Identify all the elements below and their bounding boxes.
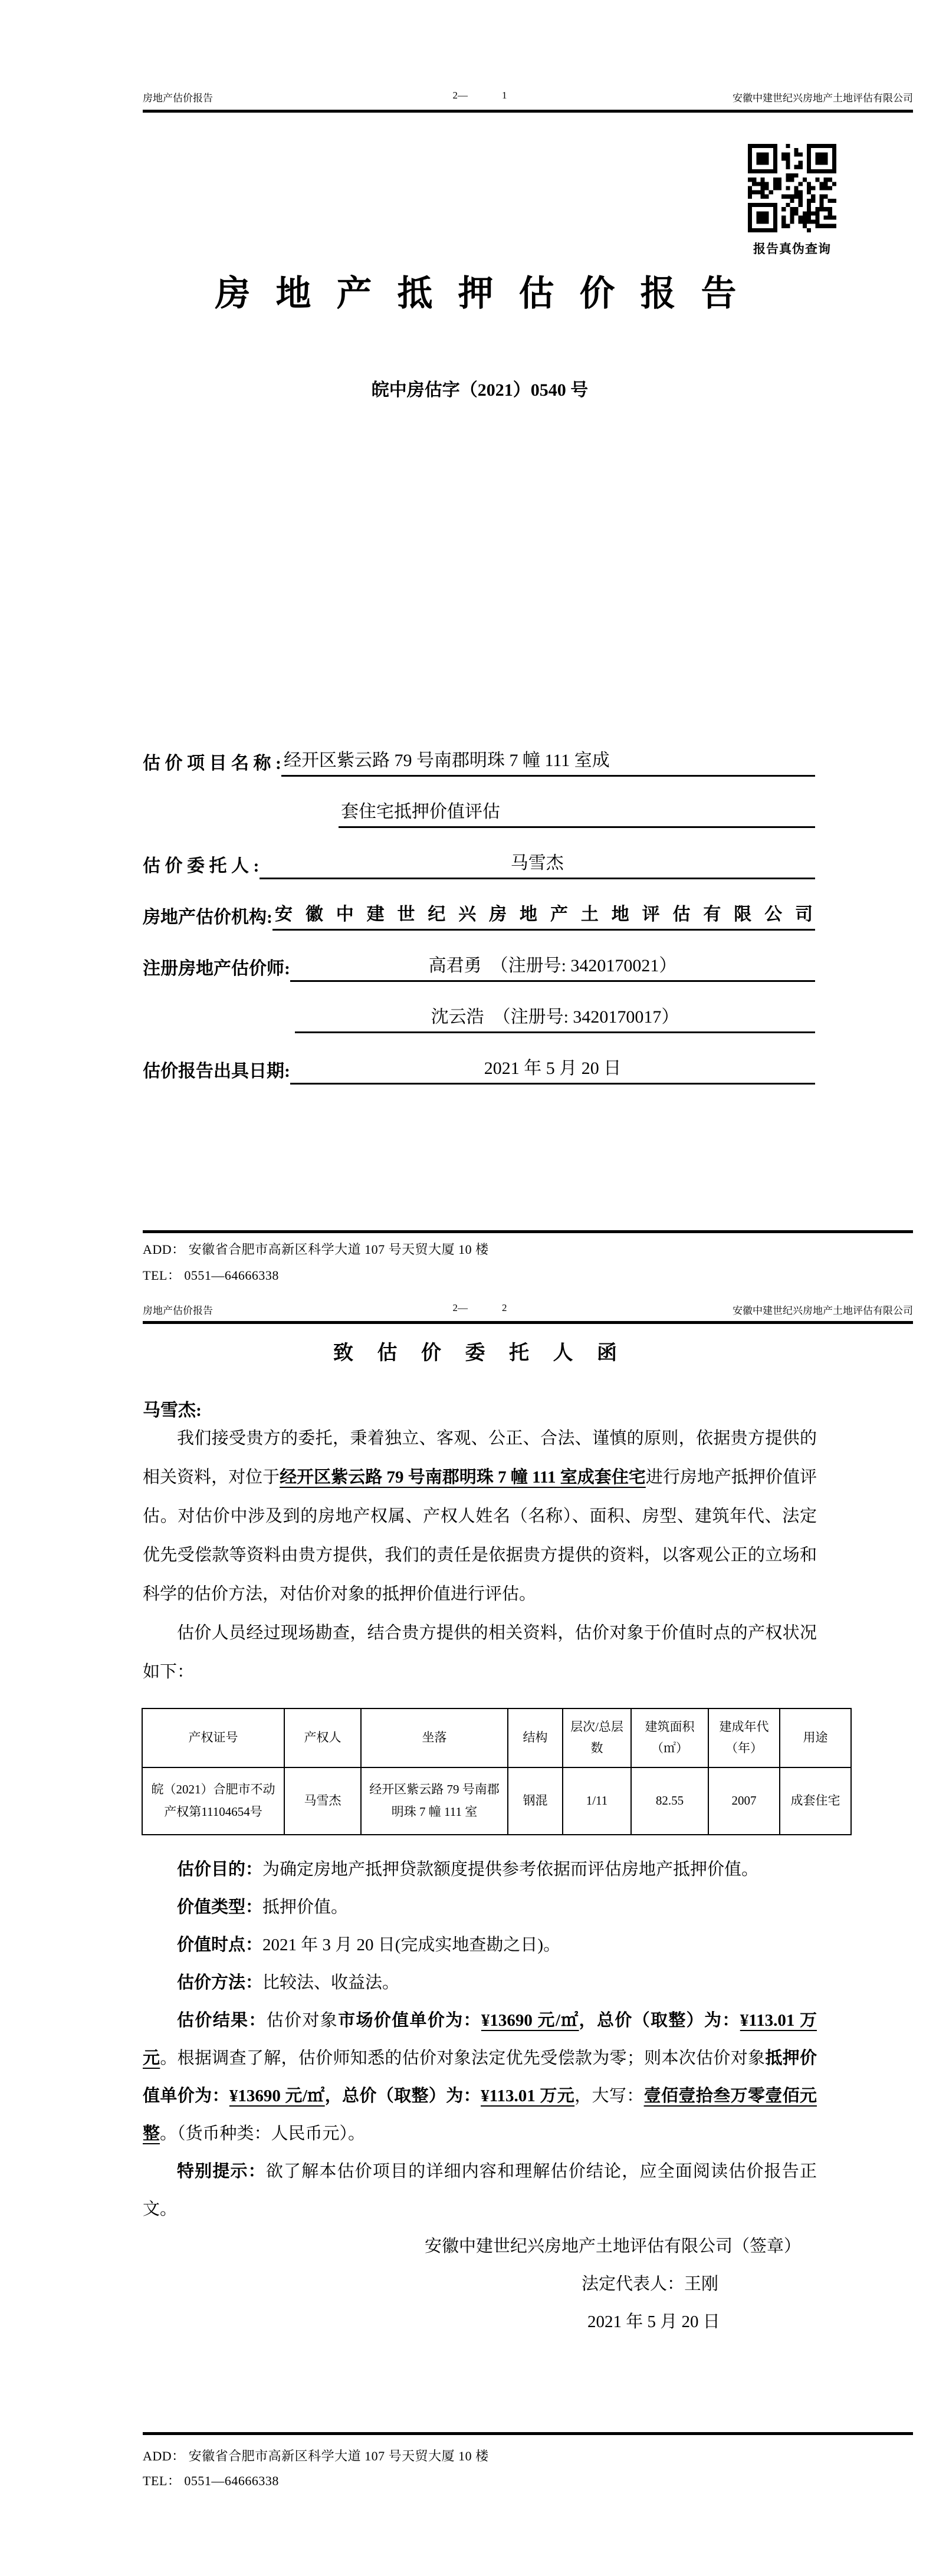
result-mortgage-total-label: ，总价（取整）为：: [324, 2087, 481, 2105]
table-data-row: [142, 1767, 851, 1835]
letter-paragraph-2: 估价人员经过现场勘查，结合贵方提供的相关资料，估价对象于价值时点的产权状况如下：: [143, 1624, 817, 1681]
field-label-issue-date: 估价报告出具日期:: [143, 1062, 290, 1081]
col-header-cert-no: 产权证号: [142, 1708, 284, 1767]
result-market-unit-price: ¥13690 元/㎡: [481, 2011, 579, 2030]
cover-fields: [143, 748, 815, 1107]
para1-text-pre: 我们接受贵方的委托，秉着独立、客观、公正、合法、谨慎的原则，依据贵方提供的相关资料，对位于: [143, 1429, 817, 1487]
col-header-year-built: 建成年代（年）: [708, 1708, 780, 1767]
field-row-project: [143, 748, 815, 777]
field-row-issue-date: [143, 1056, 815, 1085]
summary-sections: [143, 1851, 817, 2228]
letter-body: [143, 1419, 817, 1691]
field-label-client: 估 价 委 托 人 :: [143, 856, 260, 876]
footer-rule-page2: [143, 2432, 913, 2435]
letter-title: 致 估 价 委 托 人 函: [333, 1342, 626, 1364]
col-header-location: 坐落: [361, 1708, 508, 1767]
qr-caption: 报告真伪查询: [753, 242, 831, 256]
result-mortgage-unit-label: 抵押价值单价为：: [143, 2049, 817, 2105]
value-type-section: [143, 1888, 817, 1926]
field-value-appraiser-2: 沈云浩 （注册号: 3420170017）: [295, 1004, 815, 1033]
signature-legal-representative: 法定代表人：王刚: [582, 2275, 719, 2294]
page2-header-page-total: 2—: [452, 1302, 468, 1313]
field-row-appraiser-2: [143, 1004, 815, 1033]
method-section: [143, 1964, 817, 2002]
value-type-label: 价值类型：: [177, 1898, 263, 1917]
result-section: [143, 2002, 817, 2153]
field-value-agency: 安徽中建世纪兴房地产土地评估有限公司: [272, 902, 815, 931]
purpose-section: [143, 1851, 817, 1888]
page1-footer-address: ADD： 安徽省合肥市高新区科学大道 107 号天贸大厦 10 楼: [143, 1242, 489, 1257]
qr-finder-top-left: [748, 144, 777, 173]
page1-header-doc-type: 房地产估价报告: [143, 93, 213, 104]
result-market-total-label: ，总价（取整）为：: [579, 2011, 740, 2030]
result-market-total-price: ¥113.01 万元: [143, 2011, 817, 2068]
property-rights-table: [142, 1708, 852, 1835]
field-label-appraisers: 注册房地产估价师:: [143, 959, 290, 978]
page1-running-header: [143, 90, 913, 105]
field-row-appraiser-1: [143, 953, 815, 982]
special-note-label: 特别提示：: [177, 2162, 266, 2181]
result-object: 估价对象: [266, 2011, 339, 2030]
para1-subject-underlined: 经开区紫云路 79 号南郡明珠 7 幢 111 室成套住宅: [280, 1468, 646, 1487]
cell-owner: 马雪杰: [284, 1767, 361, 1835]
cell-location: 经开区紫云路 79 号南郡明珠 7 幢 111 室: [361, 1767, 508, 1835]
result-mortgage-total-price: ¥113.01 万元: [481, 2087, 575, 2105]
method-label: 估价方法：: [177, 1973, 263, 1992]
result-mortgage-unit-price: ¥13690 元/㎡: [229, 2087, 325, 2105]
signature-company: 安徽中建世纪兴房地产土地评估有限公司（签章）: [425, 2237, 802, 2256]
col-header-owner: 产权人: [284, 1708, 361, 1767]
cell-area: 82.55: [631, 1767, 708, 1835]
cell-year-built: 2007: [708, 1767, 780, 1835]
page2-footer-address: ADD： 安徽省合肥市高新区科学大道 107 号天贸大厦 10 楼: [143, 2449, 489, 2463]
special-note-text: 欲了解本估价项目的详细内容和理解估价结论，应全面阅读估价报告正文。: [143, 2162, 817, 2219]
qr-finder-bottom-left: [748, 203, 777, 232]
table-header-row: [142, 1708, 851, 1767]
page1-header-page-number: 1: [502, 90, 507, 101]
field-row-client: [143, 850, 815, 879]
col-header-floor: 层次/总层数: [563, 1708, 631, 1767]
qr-finder-top-right: [807, 144, 836, 173]
page1-header-pagination: [143, 90, 817, 101]
field-value-project-line2: 套住宅抵押价值评估: [339, 799, 815, 828]
value-date-label: 价值时点：: [177, 1936, 263, 1954]
col-header-structure: 结构: [508, 1708, 563, 1767]
page1-header-page-total: 2—: [452, 90, 468, 101]
value-type-text: 抵押价值。: [262, 1898, 349, 1917]
footer-rule-page1: [143, 1230, 913, 1233]
header-rule-page1: [143, 110, 913, 113]
para1-text-post: 进行房地产抵押价值评估。对估价中涉及到的房地产权属、产权人姓名（名称）、面积、房型、建筑年代、法定优先受偿款等资料由贵方提供，我们的责任是依据贵方提供的资料，以客观公正的立场和科学的估价方法，对估价对象的抵押价值进行评估。: [143, 1468, 817, 1604]
letter-paragraph-1: [143, 1419, 817, 1614]
qr-code-icon: [748, 144, 836, 232]
page2-header-doc-type: 房地产估价报告: [143, 1305, 213, 1316]
result-capital-amount: 壹佰壹拾叁万零壹佰元整: [143, 2087, 817, 2143]
page2-header-pagination: [143, 1302, 817, 1314]
col-header-use: 用途: [780, 1708, 851, 1767]
header-rule-page2: [143, 1321, 913, 1324]
result-note: 。根据调查了解，估价师知悉的估价对象法定优先受偿款为零；则本次估价对象: [160, 2049, 766, 2068]
field-label-project: 估 价 项 目 名 称 :: [143, 754, 281, 773]
cell-structure: 钢混: [508, 1767, 563, 1835]
purpose-label: 估价目的：: [177, 1860, 263, 1879]
page2-footer-tel: TEL： 0551—64666338: [143, 2473, 279, 2488]
result-currency-note: 。（货币种类：人民币元）。: [160, 2124, 366, 2143]
page1-header-company: 安徽中建世纪兴房地产土地评估有限公司: [733, 93, 913, 104]
page2-header-page-number: 2: [502, 1302, 507, 1313]
page1-footer-tel: TEL： 0551—64666338: [143, 1268, 279, 1283]
letter-salutation: 马雪杰:: [143, 1401, 202, 1420]
qr-block: [748, 144, 836, 257]
special-note-section: [143, 2153, 817, 2228]
field-label-agency: 房地产估价机构:: [143, 908, 272, 927]
method-text: 比较法、收益法。: [262, 1973, 400, 1992]
purpose-text: 为确定房地产抵押贷款额度提供参考依据而评估房地产抵押价值。: [262, 1860, 759, 1879]
page2-running-header: [143, 1302, 913, 1317]
signature-date: 2021 年 5 月 20 日: [587, 2312, 720, 2331]
report-title: 房 地 产 抵 押 估 价 报 告: [215, 274, 745, 313]
field-value-client: 马雪杰: [260, 850, 816, 879]
result-capital-label: ，大写：: [574, 2087, 644, 2105]
field-value-appraiser-1: 高君勇 （注册号: 3420170021）: [290, 953, 815, 982]
doc-number: 皖中房估字（2021）0540 号: [371, 380, 589, 400]
field-row-project-cont: [143, 799, 815, 828]
field-value-issue-date: 2021 年 5 月 20 日: [290, 1056, 815, 1085]
field-row-agency: [143, 902, 815, 931]
value-date-section: [143, 1926, 817, 1964]
result-label: 估价结果：: [177, 2011, 267, 2030]
result-market-unit-label: 市场价值单价为：: [338, 2011, 481, 2030]
page2-header-company: 安徽中建世纪兴房地产土地评估有限公司: [733, 1305, 913, 1316]
cell-floor: 1/11: [563, 1767, 631, 1835]
cell-cert-no: 皖（2021）合肥市不动产权第11104654号: [142, 1767, 284, 1835]
field-value-project-line1: 经开区紫云路 79 号南郡明珠 7 幢 111 室成: [281, 748, 815, 777]
value-date-text: 2021 年 3 月 20 日(完成实地查勘之日)。: [262, 1936, 561, 1954]
col-header-area: 建筑面积（㎡）: [631, 1708, 708, 1767]
cell-use: 成套住宅: [780, 1767, 851, 1835]
